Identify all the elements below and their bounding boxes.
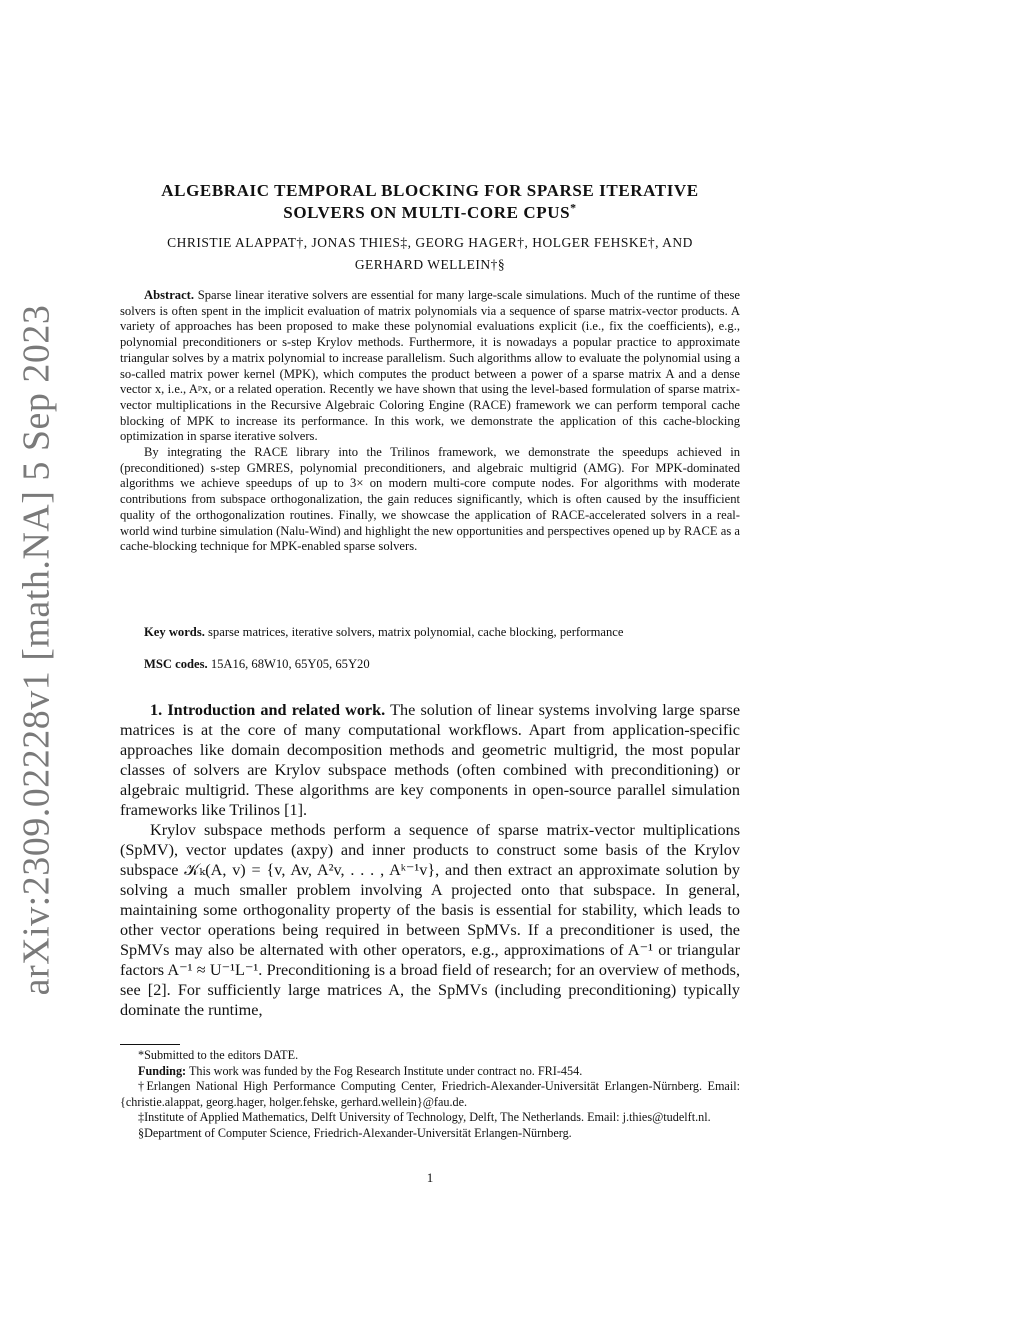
footnotes <box>120 1048 740 1141</box>
footnote-rule <box>120 1044 180 1045</box>
arxiv-identifier: arXiv:2309.02228v1 [math.NA] 5 Sep 2023 <box>15 304 58 996</box>
msc-codes <box>120 656 740 672</box>
author-list <box>120 232 740 276</box>
footnote-affiliation-fau: †Erlangen National High Performance Computing Center, Friedrich-Alexander-Universität Erlangen-Nürnberg. Email: {christie.alappat, georg.hager, holger.fehske, gerhard.wellein}@fau.de. <box>120 1079 740 1109</box>
page-number: 1 <box>426 1170 434 1185</box>
msc-text: 15A16, 68W10, 65Y05, 65Y20 <box>210 657 370 671</box>
footnote-submitted: *Submitted to the editors DATE. <box>138 1048 299 1062</box>
footnote-affiliation-cs: §Department of Computer Science, Friedrich-Alexander-Universität Erlangen-Nürnberg. <box>138 1125 572 1140</box>
funding-label: Funding: <box>138 1063 187 1078</box>
intro-paragraph-1: 1. Introduction and related work. The solution of linear systems involving large sparse matrices is at the core of many computational workflows. Apart from application-specific approaches like domain decomposition methods and geometric multigrid, the most popular classes of solvers are Krylov subspace methods (often combined with preconditioning) or algebraic multigrid. These algorithms are key components in open-source parallel simulation frameworks like Trilinos [1]. <box>120 701 741 819</box>
intro-paragraph-2: Krylov subspace methods perform a sequence of sparse matrix-vector multiplications (SpMV), vector updates (axpy) and inner products to construct some basis of the Krylov subspace 𝒦ₖ(A, v) = {v, Av, A²v, . . . , Aᵏ⁻¹v}, and then extract an approximate solution by solving a much smaller problem involving A projected onto that subspace. In general, maintaining some orthogonality property of the basis is essential for stability, which leads to other vector operations being required in between SpMVs. If a preconditioner is used, the SpMVs may also be alternated with other operators, e.g., approximations of A⁻¹ or triangular factors A⁻¹ ≈ U⁻¹L⁻¹. Preconditioning is a broad field of research; for an overview of methods, see [2]. For sufficiently large matrices A, the SpMVs (including preconditioning) typically dominate the runtime, <box>120 821 740 1019</box>
footnote-funding: Funding: This work was funded by the Fog Research Institute under contract no. FRI-454. <box>138 1063 583 1078</box>
footnote-affiliation-delft: ‡Institute of Applied Mathematics, Delft University of Technology, Delft, The Netherlands. Email: j.thies@tudelft.nl. <box>138 1110 711 1124</box>
arxiv-sidebar-stamp <box>10 300 62 1000</box>
msc-label: MSC codes. <box>144 657 208 671</box>
title-footnote-mark: * <box>570 200 577 215</box>
title-line-1: ALGEBRAIC TEMPORAL BLOCKING FOR SPARSE ITERATIVE <box>161 181 699 200</box>
keywords-text: sparse matrices, iterative solvers, matrix polynomial, cache blocking, performance <box>208 625 624 639</box>
authors-line-2: GERHARD WELLEIN†§ <box>354 257 506 272</box>
abstract <box>120 288 740 555</box>
abstract-paragraph-1: Abstract. Sparse linear iterative solvers are essential for many large-scale simulations. Much of the runtime of these solvers is often spent in the implicit evaluation of matrix polynomials via a sequence of sparse matrix-vector products. A variety of approaches has been proposed to make these polynomial evaluations explicit (i.e., fix the coefficients), e.g., polynomial preconditioners or s-step Krylov methods. Furthermore, it is nowadays a popular practice to approximate triangular solves by a matrix polynomial to increase parallelism. Such algorithms allow to evaluate the polynomial using a so-called matrix power kernel (MPK), which computes the product between a power of a sparse matrix A and a dense vector x, i.e., Aᵖx, or a related operation. Recently we have shown that using the level-based formulation of sparse matrix-vector multiplications in the Recursive Algebraic Coloring Engine (RACE) framework we can perform temporal cache blocking of MPK to increase its performance. In this work, we demonstrate the application of this cache-blocking optimization in sparse iterative solvers. <box>120 288 740 444</box>
section-heading: 1. Introduction and related work. <box>150 701 386 719</box>
keywords-label: Key words. <box>144 625 205 639</box>
title-line-2: SOLVERS ON MULTI-CORE CPUS* <box>283 200 577 222</box>
keywords <box>120 624 740 640</box>
introduction-section <box>120 700 740 1020</box>
paper-title <box>120 180 740 224</box>
abstract-paragraph-2: By integrating the RACE library into the Trilinos framework, we demonstrate the speedups achieved in (preconditioned) s-step GMRES, polynomial preconditioners, and algebraic multigrid (AMG). For MPK-dominated algorithms we achieve speedups of up to 3× on modern multi-core compute nodes. For algorithms with moderate contributions from subspace orthogonalization, the gain reduces significantly, which is often caused by the insufficient quality of the orthogonalization routines. Finally, we showcase the application of RACE-accelerated solvers in a real-world wind turbine simulation (Nalu-Wind) and highlight the new opportunities and perspectives opened up by RACE as a cache-blocking technique for MPK-enabled sparse solvers. <box>120 445 740 554</box>
authors-line-1: CHRISTIE ALAPPAT†, JONAS THIES‡, GEORG HAGER†, HOLGER FEHSKE†, AND <box>167 235 693 250</box>
abstract-label: Abstract. <box>144 288 195 302</box>
